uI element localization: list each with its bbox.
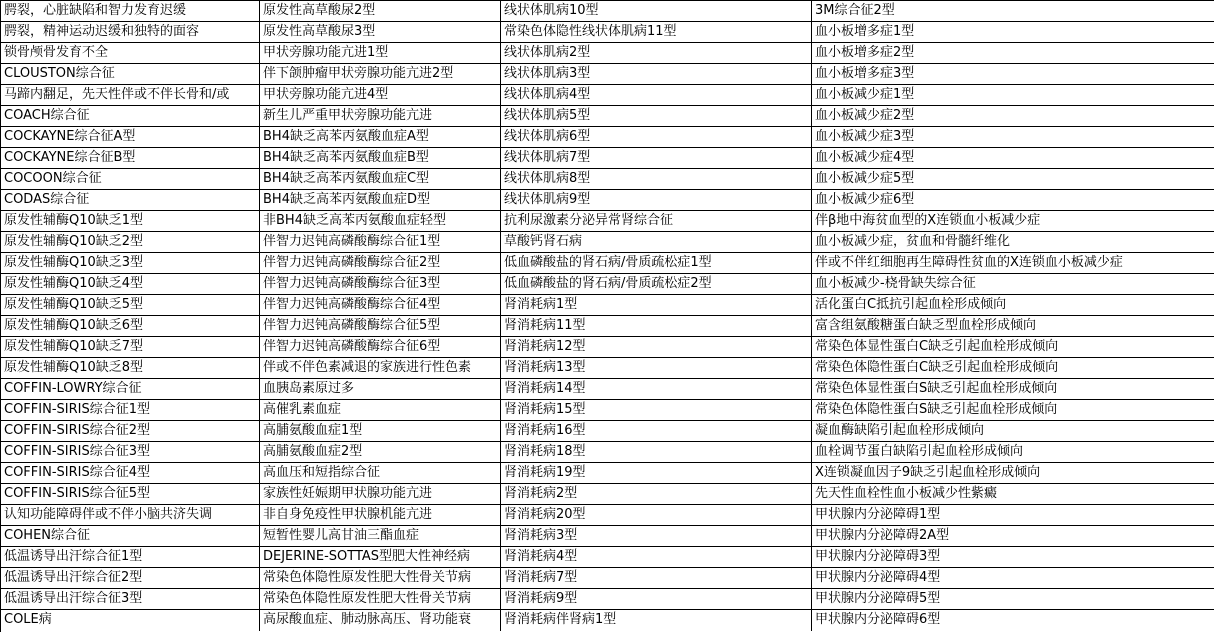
table-row [1,505,1214,526]
table-row [1,148,1214,169]
table-cell[interactable]: COLE病 [1,610,260,631]
table-cell[interactable]: 先天性血栓性血小板减少性紫癜 [812,484,1214,505]
table-cell[interactable]: 血小板减少-桡骨缺失综合征 [812,274,1214,295]
table-cell[interactable]: 富含组氨酸糖蛋白缺乏型血栓形成倾向 [812,316,1214,337]
table-cell[interactable]: 伴智力迟钝高磷酸酶综合征4型 [260,295,501,316]
table-cell[interactable]: 原发性辅酶Q10缺乏6型 [1,316,260,337]
table-cell[interactable]: 肾消耗病4型 [501,547,812,568]
table-cell[interactable]: 原发性辅酶Q10缺乏3型 [1,253,260,274]
table-cell[interactable]: 肾消耗病19型 [501,463,812,484]
table-cell[interactable]: COCKAYNE综合征B型 [1,148,260,169]
table-cell[interactable]: 常染色体显性蛋白S缺乏引起血栓形成倾向 [812,379,1214,400]
table-cell[interactable]: CODAS综合征 [1,190,260,211]
table-cell[interactable]: 常染色体隐性蛋白C缺乏引起血栓形成倾向 [812,358,1214,379]
table-cell[interactable]: 血小板增多症1型 [812,22,1214,43]
table-cell[interactable]: BH4缺乏高苯丙氨酸血症A型 [260,127,501,148]
table-cell[interactable]: 常染色体显性蛋白C缺乏引起血栓形成倾向 [812,337,1214,358]
table-row [1,547,1214,568]
table-cell[interactable]: 常染色体隐性蛋白S缺乏引起血栓形成倾向 [812,400,1214,421]
table-cell[interactable]: 甲状腺内分泌障碍4型 [812,568,1214,589]
table-cell[interactable]: COFFIN-SIRIS综合征4型 [1,463,260,484]
table-cell[interactable]: 肾消耗病11型 [501,316,812,337]
table-cell[interactable]: COFFIN-SIRIS综合征5型 [1,484,260,505]
table-cell[interactable]: 腭裂，精神运动迟缓和独特的面容 [1,22,260,43]
table-cell[interactable]: 抗利尿激素分泌异常肾综合征 [501,211,812,232]
table-cell[interactable]: COACH综合征 [1,106,260,127]
table-cell[interactable]: 肾消耗病14型 [501,379,812,400]
table-cell[interactable]: 血栓调节蛋白缺陷引起血栓形成倾向 [812,442,1214,463]
table-cell[interactable]: 短暂性婴儿高甘油三酯血症 [260,526,501,547]
table-row [1,253,1214,274]
table-cell[interactable]: 原发性辅酶Q10缺乏8型 [1,358,260,379]
table-cell[interactable]: 线状体肌病2型 [501,43,812,64]
table-cell[interactable]: 线状体肌病10型 [501,1,812,22]
table-cell[interactable]: 常染色体隐性线状体肌病11型 [501,22,812,43]
table-cell[interactable]: 甲状旁腺功能亢进1型 [260,43,501,64]
table-cell[interactable]: COCOON综合征 [1,169,260,190]
table-cell[interactable]: 高脯氨酸血症1型 [260,421,501,442]
table-row [1,421,1214,442]
table-cell[interactable]: 肾消耗病9型 [501,589,812,610]
table-row [1,43,1214,64]
table-row [1,400,1214,421]
table-row [1,463,1214,484]
table-cell[interactable]: 3M综合征2型 [812,1,1214,22]
table-cell[interactable]: 锁骨颅骨发育不全 [1,43,260,64]
table-cell[interactable]: 肾消耗病12型 [501,337,812,358]
table-cell[interactable]: 甲状腺内分泌障碍3型 [812,547,1214,568]
table-cell[interactable]: 非BH4缺乏高苯丙氨酸血症轻型 [260,211,501,232]
table-cell[interactable]: 血小板增多症2型 [812,43,1214,64]
table-cell[interactable]: 凝血酶缺陷引起血栓形成倾向 [812,421,1214,442]
table-cell[interactable]: COFFIN-LOWRY综合征 [1,379,260,400]
table-cell[interactable]: 线状体肌病6型 [501,127,812,148]
table-cell[interactable]: 常染色体隐性原发性肥大性骨关节病 [260,589,501,610]
table-cell[interactable]: 伴智力迟钝高磷酸酶综合征2型 [260,253,501,274]
table-cell[interactable]: 血小板减少症5型 [812,169,1214,190]
table-cell[interactable]: 伴智力迟钝高磷酸酶综合征3型 [260,274,501,295]
table-row [1,484,1214,505]
table-row [1,589,1214,610]
table-cell[interactable]: 肾消耗病20型 [501,505,812,526]
table-cell[interactable]: 肾消耗病3型 [501,526,812,547]
table-cell[interactable]: 伴下颌肿瘤甲状旁腺功能亢进2型 [260,64,501,85]
table-cell[interactable]: 血小板减少症4型 [812,148,1214,169]
table-cell[interactable]: BH4缺乏高苯丙氨酸血症B型 [260,148,501,169]
table-cell[interactable]: CLOUSTON综合征 [1,64,260,85]
table-row [1,211,1214,232]
table-cell[interactable]: 肾消耗病1型 [501,295,812,316]
table-cell[interactable]: 甲状腺内分泌障碍5型 [812,589,1214,610]
table-cell[interactable]: 肾消耗病伴肾病1型 [501,610,812,631]
table-row [1,190,1214,211]
table-cell[interactable]: 腭裂，心脏缺陷和智力发育迟缓 [1,1,260,22]
table-cell[interactable]: 低温诱导出汗综合征2型 [1,568,260,589]
table-cell[interactable]: COFFIN-SIRIS综合征3型 [1,442,260,463]
table-cell[interactable]: 甲状旁腺功能亢进4型 [260,85,501,106]
table-cell[interactable]: 马蹄内翻足，先天性伴或不伴长骨和/或 [1,85,260,106]
table-cell[interactable]: 低血磷酸盐的肾石病/骨质疏松症2型 [501,274,812,295]
table-cell[interactable]: 肾消耗病2型 [501,484,812,505]
table-cell[interactable]: BH4缺乏高苯丙氨酸血症D型 [260,190,501,211]
table-cell[interactable]: 甲状腺内分泌障碍1型 [812,505,1214,526]
table-cell[interactable]: 低温诱导出汗综合征1型 [1,547,260,568]
table-cell[interactable]: 血小板减少症3型 [812,127,1214,148]
table-row [1,295,1214,316]
table-cell[interactable]: X连锁凝血因子9缺乏引起血栓形成倾向 [812,463,1214,484]
table-cell[interactable]: 非自身免疫性甲状腺机能亢进 [260,505,501,526]
table-cell[interactable]: 原发性辅酶Q10缺乏7型 [1,337,260,358]
table-cell[interactable]: DEJERINE-SOTTAS型肥大性神经病 [260,547,501,568]
table-row [1,358,1214,379]
table-cell[interactable]: 线状体肌病4型 [501,85,812,106]
table-row [1,568,1214,589]
table-cell[interactable]: 家族性妊娠期甲状腺功能亢进 [260,484,501,505]
table-cell[interactable]: 原发性辅酶Q10缺乏5型 [1,295,260,316]
table-cell[interactable]: 原发性高草酸尿3型 [260,22,501,43]
table-cell[interactable]: 线状体肌病3型 [501,64,812,85]
table-row [1,106,1214,127]
table-cell[interactable]: 高尿酸血症、肺动脉高压、肾功能衰 [260,610,501,631]
table-cell[interactable]: BH4缺乏高苯丙氨酸血症C型 [260,169,501,190]
table-cell[interactable]: 伴β地中海贫血型的X连锁血小板减少症 [812,211,1214,232]
table-row [1,379,1214,400]
table-cell[interactable]: 认知功能障碍伴或不伴小脑共济失调 [1,505,260,526]
table-cell[interactable]: 肾消耗病16型 [501,421,812,442]
table-row [1,274,1214,295]
table-cell[interactable]: 原发性辅酶Q10缺乏4型 [1,274,260,295]
table-cell[interactable]: 原发性辅酶Q10缺乏2型 [1,232,260,253]
table-cell[interactable]: 线状体肌病7型 [501,148,812,169]
table-cell[interactable]: COFFIN-SIRIS综合征1型 [1,400,260,421]
table-cell[interactable]: 肾消耗病13型 [501,358,812,379]
table-cell[interactable]: 草酸钙肾石病 [501,232,812,253]
table-row [1,127,1214,148]
table-cell[interactable]: 血小板减少症，贫血和骨髓纤维化 [812,232,1214,253]
table-cell[interactable]: 血小板增多症3型 [812,64,1214,85]
table-cell[interactable]: 血小板减少症6型 [812,190,1214,211]
table-cell[interactable]: 肾消耗病7型 [501,568,812,589]
table-cell[interactable]: 伴智力迟钝高磷酸酶综合征1型 [260,232,501,253]
table-cell[interactable]: 原发性辅酶Q10缺乏1型 [1,211,260,232]
table-cell[interactable]: 甲状腺内分泌障碍6型 [812,610,1214,631]
table-cell[interactable]: 血小板减少症1型 [812,85,1214,106]
table-row [1,526,1214,547]
table-cell[interactable]: 肾消耗病18型 [501,442,812,463]
table-row [1,85,1214,106]
table-cell[interactable]: 线状体肌病5型 [501,106,812,127]
table-row [1,316,1214,337]
table-cell[interactable]: 血小板减少症2型 [812,106,1214,127]
table-cell[interactable]: 伴或不伴色素减退的家族进行性色素 [260,358,501,379]
table-row [1,1,1214,22]
table-cell[interactable]: 高脯氨酸血症2型 [260,442,501,463]
table-row [1,169,1214,190]
table-row [1,337,1214,358]
table-cell[interactable]: 血胰岛素原过多 [260,379,501,400]
table-cell[interactable]: COCKAYNE综合征A型 [1,127,260,148]
table-cell[interactable]: 线状体肌病9型 [501,190,812,211]
table-row [1,64,1214,85]
table-cell[interactable]: 原发性高草酸尿2型 [260,1,501,22]
table-cell[interactable]: 线状体肌病8型 [501,169,812,190]
table-row [1,22,1214,43]
table-row [1,610,1214,631]
table-cell[interactable]: COFFIN-SIRIS综合征2型 [1,421,260,442]
table-cell[interactable]: 伴智力迟钝高磷酸酶综合征5型 [260,316,501,337]
table-cell[interactable]: 伴或不伴红细胞再生障碍性贫血的X连锁血小板减少症 [812,253,1214,274]
table-cell[interactable]: COHEN综合征 [1,526,260,547]
table-row [1,232,1214,253]
table-cell[interactable]: 新生儿严重甲状旁腺功能亢进 [260,106,501,127]
table-cell[interactable]: 肾消耗病15型 [501,400,812,421]
table-cell[interactable]: 低血磷酸盐的肾石病/骨质疏松症1型 [501,253,812,274]
table-cell[interactable]: 甲状腺内分泌障碍2A型 [812,526,1214,547]
table-cell[interactable]: 高血压和短指综合征 [260,463,501,484]
table-cell[interactable]: 高催乳素血症 [260,400,501,421]
table-row [1,442,1214,463]
table-cell[interactable]: 伴智力迟钝高磷酸酶综合征6型 [260,337,501,358]
table-cell[interactable]: 常染色体隐性原发性肥大性骨关节病 [260,568,501,589]
table-cell[interactable]: 低温诱导出汗综合征3型 [1,589,260,610]
table-cell[interactable]: 活化蛋白C抵抗引起血栓形成倾向 [812,295,1214,316]
